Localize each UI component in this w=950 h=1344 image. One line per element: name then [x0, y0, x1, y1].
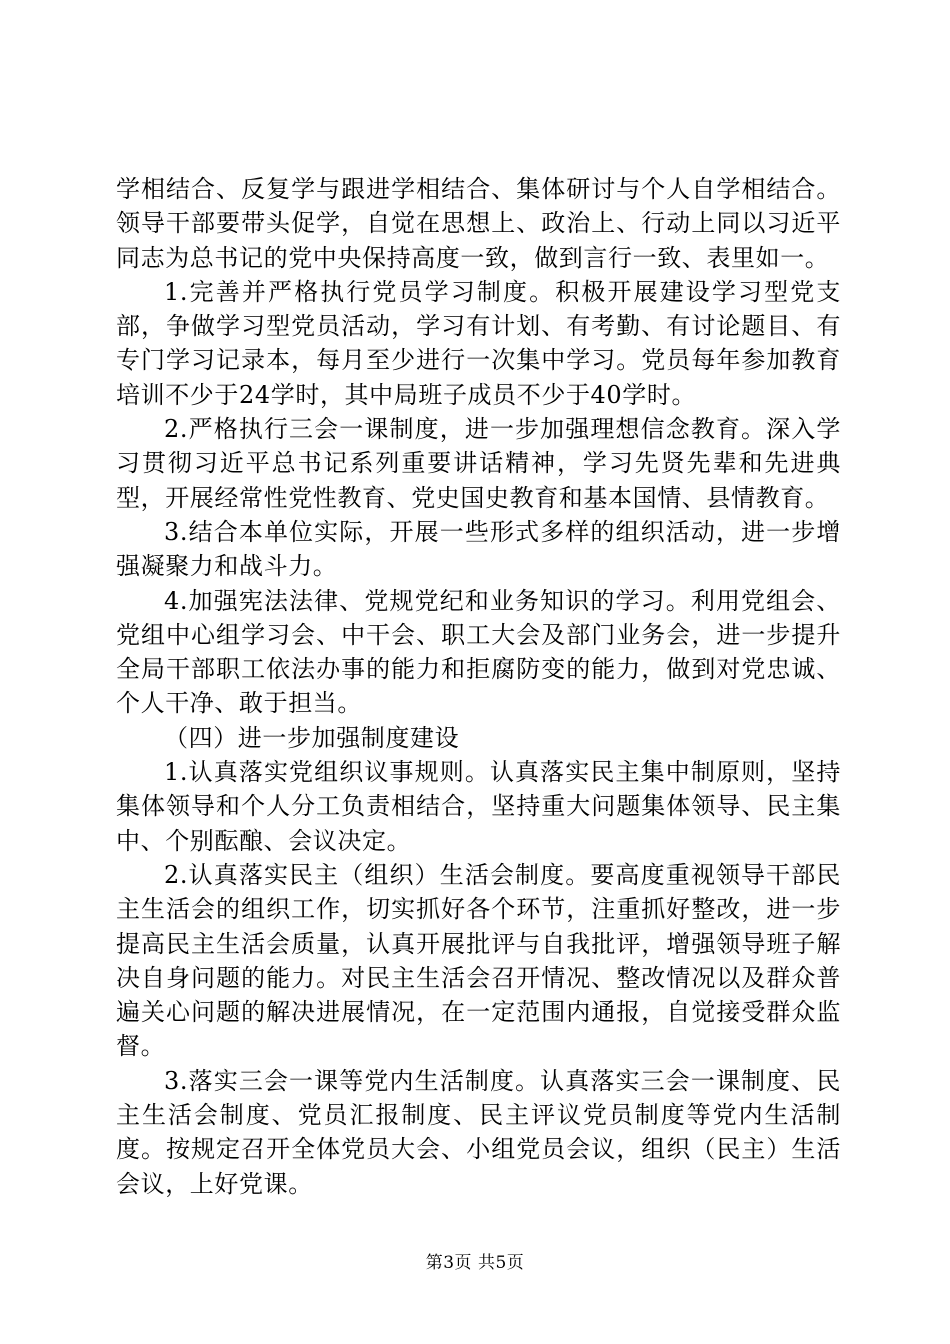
paragraph: 3.结合本单位实际，开展一些形式多样的组织活动，进一步增强凝聚力和战斗力。 [116, 517, 841, 581]
paragraph: 1.完善并严格执行党员学习制度。积极开展建设学习型党支部，争做学习型党员活动，学习有计划、有考勤、有讨论题目、有专门学习记录本，每月至少进行一次集中学习。党员每年参加教育培训不少于24学时，其中局班子成员不少于40学时。 [116, 277, 841, 409]
paragraph: 2.认真落实民主（组织）生活会制度。要高度重视领导干部民主生活会的组织工作，切实抓好各个环节，注重抓好整改，进一步提高民主生活会质量，认真开展批评与自我批评，增强领导班子解决自身问题的能力。对民主生活会召开情况、整改情况以及群众普遍关心问题的解决进展情况，在一定范围内通报，自觉接受群众监督。 [116, 860, 841, 1061]
paragraph: 4.加强宪法法律、党规党纪和业务知识的学习。利用党组会、党组中心组学习会、中干会、职工大会及部门业务会，进一步提升全局干部职工依法办事的能力和拒腐防变的能力，做到对党忠诚、个人干净、敢于担当。 [116, 586, 841, 718]
section-heading: （四）进一步加强制度建设 [164, 723, 460, 752]
paragraph: 2.严格执行三会一课制度，进一步加强理想信念教育。深入学习贯彻习近平总书记系列重要讲话精神，学习先贤先辈和先进典型，开展经常性党性教育、党史国史教育和基本国情、县情教育。 [116, 415, 841, 512]
paragraph: 学相结合、反复学与跟进学相结合、集体研讨与个人自学相结合。领导干部要带头促学，自觉在思想上、政治上、行动上同以习近平同志为总书记的党中央保持高度一致，做到言行一致、表里如一。 [116, 175, 841, 272]
paragraph: 1.认真落实党组织议事规则。认真落实民主集中制原则，坚持集体领导和个人分工负责相结合，坚持重大问题集体领导、民主集中、个别酝酿、会议决定。 [116, 758, 841, 855]
document-body [116, 172, 841, 1201]
paragraph: 3.落实三会一课等党内生活制度。认真落实三会一课制度、民主生活会制度、党员汇报制度、民主评议党员制度等党内生活制度。按规定召开全体党员大会、小组党员会议，组织（民主）生活会议，上好党课。 [116, 1066, 841, 1198]
page-number-footer: 第3页 共5页 [425, 1253, 525, 1273]
